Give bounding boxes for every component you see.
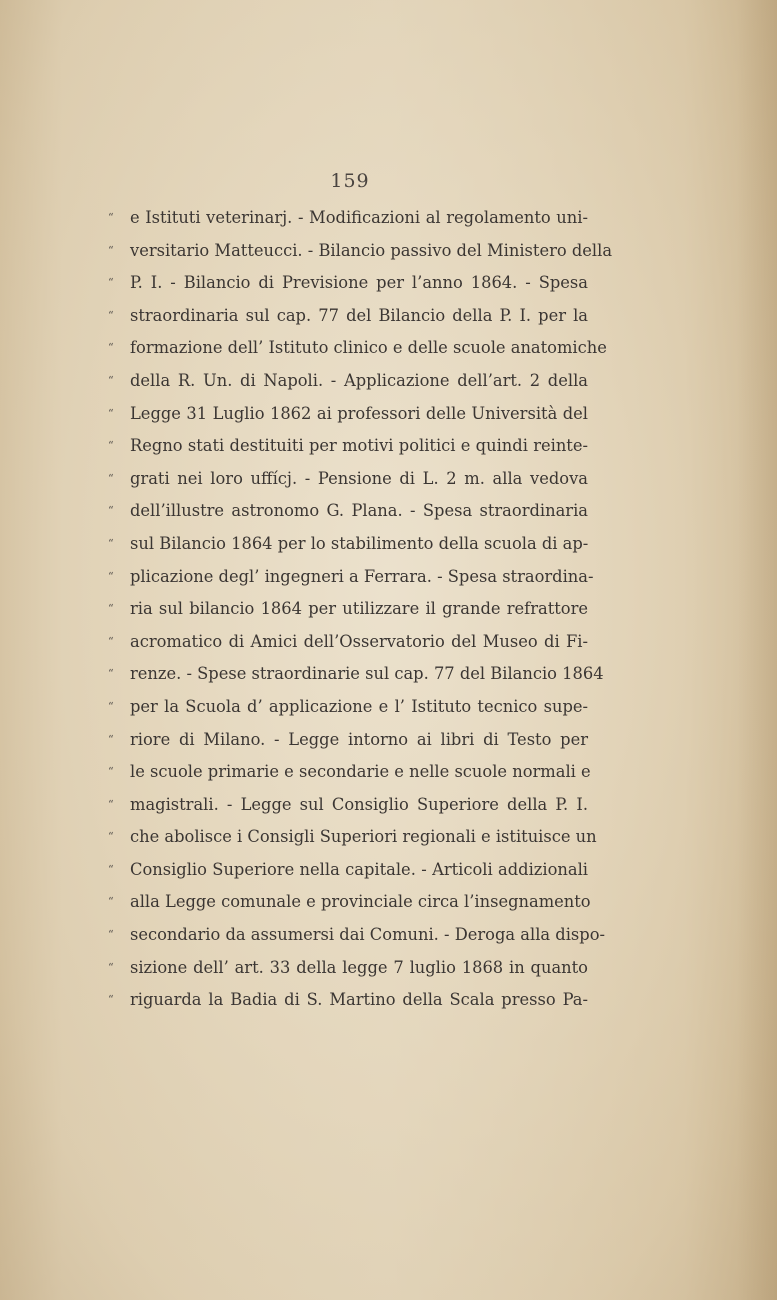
text-line (108, 463, 588, 496)
quote-mark: “ (108, 406, 114, 420)
quote-mark: “ (108, 667, 114, 681)
quote-mark: “ (108, 928, 114, 942)
quote-mark: “ (108, 797, 114, 811)
text-line (108, 267, 588, 300)
line-text: magistrali. - Legge sul Consiglio Superiore della P. I. (130, 794, 588, 814)
line-text: plicazione degl’ ingegneri a Ferrara. - Spesa straordina- (130, 566, 594, 586)
quote-mark: “ (108, 439, 114, 453)
text-line (108, 593, 588, 626)
page-number: 159 (330, 170, 370, 192)
line-text: che abolisce i Consigli Superiori regionali e istituisce un (130, 827, 597, 847)
line-text: sul Bilancio 1864 per lo stabilimento della scuola di ap- (130, 533, 589, 553)
text-line (108, 202, 588, 235)
line-text: P. I. - Bilancio di Previsione per l’anno 1864. - Spesa (130, 273, 588, 293)
text-line (108, 528, 588, 561)
quote-mark: “ (108, 732, 114, 746)
line-text: e Istituti veterinarj. - Modificazioni al regolamento uni- (130, 208, 588, 227)
line-text: per la Scuola d’ applicazione e l’ Istituto tecnico supe- (130, 696, 588, 716)
quote-mark: “ (108, 895, 114, 909)
text-line (108, 854, 588, 887)
quote-mark: “ (108, 276, 114, 290)
text-line (108, 626, 588, 659)
line-text: straordinaria sul cap. 77 del Bilancio della P. I. per la (130, 305, 588, 325)
text-line (108, 365, 588, 398)
line-text: riore di Milano. - Legge intorno ai libri di Testo per (130, 729, 588, 749)
quote-mark: “ (108, 830, 114, 844)
quote-mark: “ (108, 602, 114, 616)
quote-mark: “ (108, 634, 114, 648)
line-text: le scuole primarie e secondarie e nelle scuole normali e (130, 762, 591, 782)
line-text: acromatico di Amici dell’Osservatorio del Museo di Fi- (130, 631, 588, 651)
text-line (108, 561, 594, 594)
text-line (108, 300, 588, 333)
quote-mark: “ (108, 699, 114, 713)
text-line (108, 235, 613, 268)
line-text: della R. Un. di Napoli. - Applicazione dell’art. 2 della (130, 370, 588, 390)
text-line (108, 756, 591, 789)
quote-mark: “ (108, 504, 114, 518)
text-line (108, 724, 588, 757)
line-text: alla Legge comunale e provinciale circa l’insegnamento (130, 892, 591, 912)
quote-mark: “ (108, 862, 114, 876)
line-text: ria sul bilancio 1864 per utilizzare il grande refrattore (130, 599, 588, 619)
quote-mark: “ (108, 211, 114, 224)
line-text: grati nei loro uffícj. - Pensione di L. 2 m. alla vedova (130, 468, 588, 488)
quote-mark: “ (108, 765, 114, 779)
quote-mark: “ (108, 569, 114, 583)
text-block (108, 202, 613, 1017)
text-line (108, 398, 588, 431)
text-line (108, 984, 588, 1017)
text-line (108, 886, 591, 919)
line-text: formazione dell’ Istituto clinico e delle scuole anatomiche (130, 338, 607, 358)
quote-mark: “ (108, 341, 114, 355)
quote-mark: “ (108, 960, 114, 974)
text-line (108, 658, 604, 691)
quote-mark: “ (108, 536, 114, 550)
text-line (108, 952, 588, 985)
text-line (108, 691, 588, 724)
line-text: versitario Matteucci. - Bilancio passivo del Ministero della (130, 240, 613, 260)
line-text: sizione dell’ art. 33 della legge 7 luglio 1868 in quanto (130, 957, 588, 977)
line-text: Consiglio Superiore nella capitale. - Articoli addizionali (130, 859, 588, 879)
line-text: Regno stati destituiti per motivi politici e quindi reinte- (130, 436, 588, 456)
text-line (108, 430, 588, 463)
page-edge-shadow (737, 0, 777, 1300)
quote-mark: “ (108, 471, 114, 485)
quote-mark: “ (108, 243, 114, 257)
text-line (108, 821, 597, 854)
quote-mark: “ (108, 993, 114, 1007)
quote-mark: “ (108, 308, 114, 322)
text-line (108, 332, 607, 365)
line-text: dell’illustre astronomo G. Plana. - Spesa straordinaria (130, 501, 588, 521)
line-text: Legge 31 Luglio 1862 ai professori delle Università del (130, 403, 588, 423)
text-line (108, 789, 588, 822)
text-line (108, 495, 588, 528)
text-line (108, 919, 606, 952)
line-text: secondario da assumersi dai Comuni. - Deroga alla dispo- (130, 925, 606, 945)
line-text: riguarda la Badia di S. Martino della Scala presso Pa- (130, 990, 588, 1010)
line-text: renze. - Spese straordinarie sul cap. 77 del Bilancio 1864 (130, 664, 604, 684)
quote-mark: “ (108, 373, 114, 387)
